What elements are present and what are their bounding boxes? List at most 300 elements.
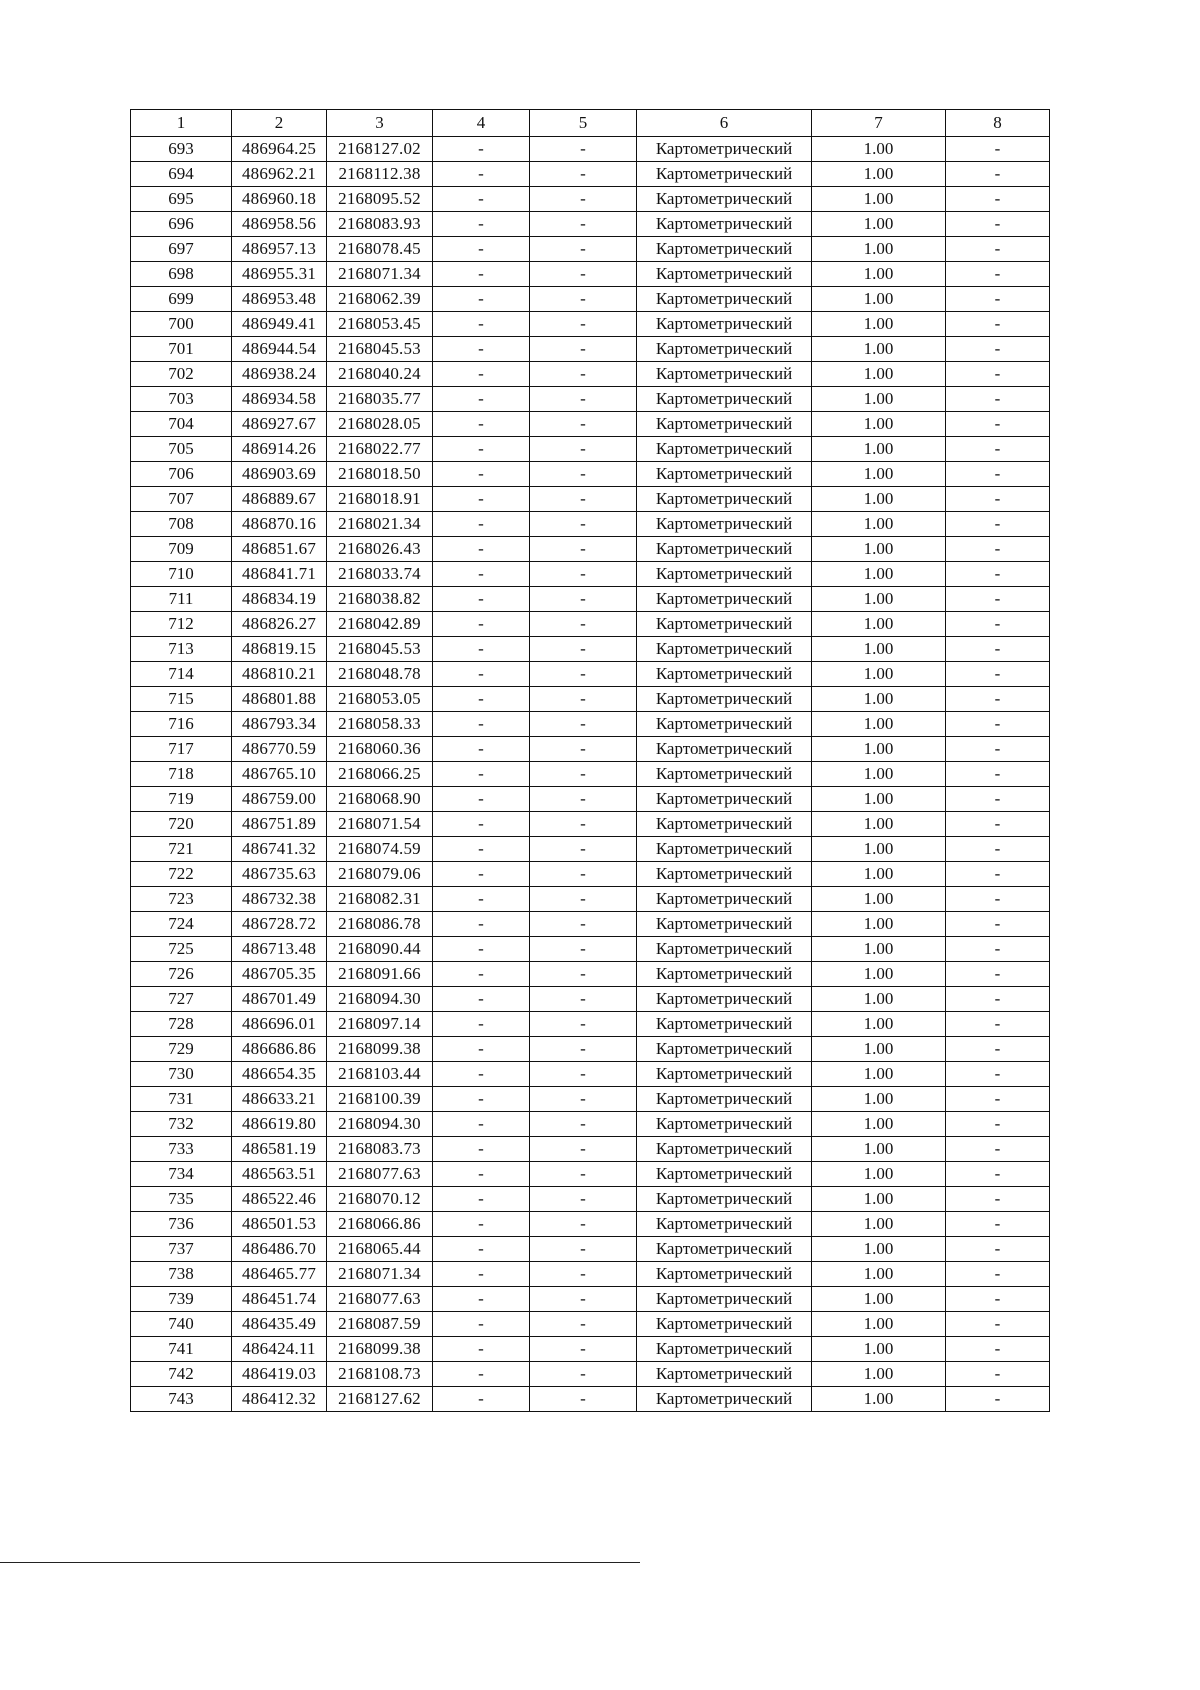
column-8-value-cell: - [946, 562, 1050, 587]
coordinate-x-cell: 486810.21 [232, 662, 327, 687]
table-body [131, 137, 1050, 1412]
coordinate-y-cell: 2168091.66 [327, 962, 433, 987]
column-5-value-cell: - [530, 1312, 637, 1337]
coordinate-x-cell: 486914.26 [232, 437, 327, 462]
column-header-4: 4 [433, 110, 530, 137]
column-5-value-cell: - [530, 987, 637, 1012]
column-5-value-cell: - [530, 1112, 637, 1137]
point-number-cell: 743 [131, 1387, 232, 1412]
column-4-value-cell: - [433, 1012, 530, 1037]
column-4-value-cell: - [433, 1212, 530, 1237]
column-5-value-cell: - [530, 462, 637, 487]
accuracy-cell: 1.00 [812, 837, 946, 862]
column-5-value-cell: - [530, 762, 637, 787]
method-cell: Картометрический [637, 212, 812, 237]
accuracy-cell: 1.00 [812, 737, 946, 762]
method-cell: Картометрический [637, 1087, 812, 1112]
accuracy-cell: 1.00 [812, 1162, 946, 1187]
column-header-8: 8 [946, 110, 1050, 137]
accuracy-cell: 1.00 [812, 787, 946, 812]
column-8-value-cell: - [946, 612, 1050, 637]
table-row [131, 887, 1050, 912]
point-number-cell: 701 [131, 337, 232, 362]
method-cell: Картометрический [637, 1012, 812, 1037]
accuracy-cell: 1.00 [812, 312, 946, 337]
coordinate-y-cell: 2168065.44 [327, 1237, 433, 1262]
method-cell: Картометрический [637, 1062, 812, 1087]
table-row [131, 1362, 1050, 1387]
column-8-value-cell: - [946, 162, 1050, 187]
column-5-value-cell: - [530, 787, 637, 812]
table-row [131, 262, 1050, 287]
column-4-value-cell: - [433, 237, 530, 262]
column-4-value-cell: - [433, 887, 530, 912]
column-5-value-cell: - [530, 262, 637, 287]
column-8-value-cell: - [946, 237, 1050, 262]
column-5-value-cell: - [530, 312, 637, 337]
coordinate-x-cell: 486705.35 [232, 962, 327, 987]
point-number-cell: 698 [131, 262, 232, 287]
column-header-5: 5 [530, 110, 637, 137]
coordinate-y-cell: 2168035.77 [327, 387, 433, 412]
coordinate-x-cell: 486581.19 [232, 1137, 327, 1162]
table-row [131, 662, 1050, 687]
column-8-value-cell: - [946, 337, 1050, 362]
point-number-cell: 700 [131, 312, 232, 337]
point-number-cell: 695 [131, 187, 232, 212]
coordinate-x-cell: 486759.00 [232, 787, 327, 812]
column-5-value-cell: - [530, 912, 637, 937]
column-8-value-cell: - [946, 287, 1050, 312]
coordinate-y-cell: 2168045.53 [327, 337, 433, 362]
method-cell: Картометрический [637, 1137, 812, 1162]
column-4-value-cell: - [433, 762, 530, 787]
point-number-cell: 719 [131, 787, 232, 812]
column-5-value-cell: - [530, 162, 637, 187]
column-8-value-cell: - [946, 412, 1050, 437]
coordinate-y-cell: 2168127.62 [327, 1387, 433, 1412]
accuracy-cell: 1.00 [812, 1087, 946, 1112]
method-cell: Картометрический [637, 787, 812, 812]
coordinate-x-cell: 486944.54 [232, 337, 327, 362]
method-cell: Картометрический [637, 1237, 812, 1262]
coordinate-x-cell: 486728.72 [232, 912, 327, 937]
column-5-value-cell: - [530, 612, 637, 637]
column-8-value-cell: - [946, 687, 1050, 712]
coordinate-x-cell: 486819.15 [232, 637, 327, 662]
method-cell: Картометрический [637, 812, 812, 837]
column-8-value-cell: - [946, 1112, 1050, 1137]
column-5-value-cell: - [530, 962, 637, 987]
column-4-value-cell: - [433, 212, 530, 237]
method-cell: Картометрический [637, 762, 812, 787]
accuracy-cell: 1.00 [812, 1062, 946, 1087]
column-5-value-cell: - [530, 287, 637, 312]
table-row [131, 937, 1050, 962]
column-4-value-cell: - [433, 137, 530, 162]
column-8-value-cell: - [946, 362, 1050, 387]
point-number-cell: 697 [131, 237, 232, 262]
coordinate-y-cell: 2168083.93 [327, 212, 433, 237]
coordinate-x-cell: 486934.58 [232, 387, 327, 412]
method-cell: Картометрический [637, 562, 812, 587]
column-4-value-cell: - [433, 312, 530, 337]
table-row [131, 162, 1050, 187]
accuracy-cell: 1.00 [812, 387, 946, 412]
point-number-cell: 714 [131, 662, 232, 687]
coordinate-y-cell: 2168071.34 [327, 1262, 433, 1287]
column-5-value-cell: - [530, 1087, 637, 1112]
method-cell: Картометрический [637, 237, 812, 262]
method-cell: Картометрический [637, 1212, 812, 1237]
column-5-value-cell: - [530, 562, 637, 587]
coordinate-x-cell: 486654.35 [232, 1062, 327, 1087]
coordinate-x-cell: 486962.21 [232, 162, 327, 187]
point-number-cell: 740 [131, 1312, 232, 1337]
accuracy-cell: 1.00 [812, 762, 946, 787]
column-4-value-cell: - [433, 1112, 530, 1137]
accuracy-cell: 1.00 [812, 962, 946, 987]
table-row [131, 1162, 1050, 1187]
coordinate-y-cell: 2168062.39 [327, 287, 433, 312]
coordinate-y-cell: 2168053.45 [327, 312, 433, 337]
point-number-cell: 722 [131, 862, 232, 887]
column-5-value-cell: - [530, 437, 637, 462]
column-4-value-cell: - [433, 1287, 530, 1312]
accuracy-cell: 1.00 [812, 212, 946, 237]
column-8-value-cell: - [946, 1062, 1050, 1087]
coordinate-x-cell: 486834.19 [232, 587, 327, 612]
accuracy-cell: 1.00 [812, 937, 946, 962]
table-row [131, 1337, 1050, 1362]
column-4-value-cell: - [433, 262, 530, 287]
point-number-cell: 707 [131, 487, 232, 512]
column-8-value-cell: - [946, 862, 1050, 887]
coordinate-y-cell: 2168071.34 [327, 262, 433, 287]
coordinate-x-cell: 486424.11 [232, 1337, 327, 1362]
column-4-value-cell: - [433, 1262, 530, 1287]
method-cell: Картометрический [637, 962, 812, 987]
table-row [131, 1187, 1050, 1212]
method-cell: Картометрический [637, 1112, 812, 1137]
accuracy-cell: 1.00 [812, 487, 946, 512]
column-5-value-cell: - [530, 362, 637, 387]
column-5-value-cell: - [530, 1012, 637, 1037]
point-number-cell: 730 [131, 1062, 232, 1087]
coordinate-y-cell: 2168028.05 [327, 412, 433, 437]
table-row [131, 812, 1050, 837]
column-8-value-cell: - [946, 1212, 1050, 1237]
column-5-value-cell: - [530, 1262, 637, 1287]
accuracy-cell: 1.00 [812, 612, 946, 637]
method-cell: Картометрический [637, 1337, 812, 1362]
column-4-value-cell: - [433, 712, 530, 737]
accuracy-cell: 1.00 [812, 812, 946, 837]
column-5-value-cell: - [530, 1137, 637, 1162]
coordinate-x-cell: 486619.80 [232, 1112, 327, 1137]
column-4-value-cell: - [433, 362, 530, 387]
point-number-cell: 706 [131, 462, 232, 487]
accuracy-cell: 1.00 [812, 512, 946, 537]
coordinate-x-cell: 486938.24 [232, 362, 327, 387]
footer-rule [0, 1562, 640, 1563]
table-row [131, 312, 1050, 337]
coordinate-y-cell: 2168077.63 [327, 1287, 433, 1312]
column-5-value-cell: - [530, 662, 637, 687]
column-8-value-cell: - [946, 537, 1050, 562]
table-row [131, 862, 1050, 887]
coordinate-y-cell: 2168058.33 [327, 712, 433, 737]
table-row [131, 512, 1050, 537]
coordinate-x-cell: 486826.27 [232, 612, 327, 637]
point-number-cell: 713 [131, 637, 232, 662]
coordinate-y-cell: 2168100.39 [327, 1087, 433, 1112]
method-cell: Картометрический [637, 1037, 812, 1062]
header-row [131, 110, 1050, 137]
accuracy-cell: 1.00 [812, 187, 946, 212]
accuracy-cell: 1.00 [812, 1337, 946, 1362]
column-8-value-cell: - [946, 1287, 1050, 1312]
column-8-value-cell: - [946, 637, 1050, 662]
column-5-value-cell: - [530, 812, 637, 837]
coordinate-x-cell: 486903.69 [232, 462, 327, 487]
table-row [131, 1112, 1050, 1137]
accuracy-cell: 1.00 [812, 1137, 946, 1162]
table-row [131, 1237, 1050, 1262]
coordinate-x-cell: 486522.46 [232, 1187, 327, 1212]
accuracy-cell: 1.00 [812, 912, 946, 937]
column-8-value-cell: - [946, 387, 1050, 412]
column-4-value-cell: - [433, 1337, 530, 1362]
column-4-value-cell: - [433, 1387, 530, 1412]
table-row [131, 962, 1050, 987]
column-8-value-cell: - [946, 1387, 1050, 1412]
column-4-value-cell: - [433, 562, 530, 587]
coordinate-x-cell: 486713.48 [232, 937, 327, 962]
column-5-value-cell: - [530, 1037, 637, 1062]
column-8-value-cell: - [946, 762, 1050, 787]
method-cell: Картометрический [637, 987, 812, 1012]
table-row [131, 487, 1050, 512]
table-row [131, 1012, 1050, 1037]
column-4-value-cell: - [433, 387, 530, 412]
column-5-value-cell: - [530, 412, 637, 437]
column-4-value-cell: - [433, 737, 530, 762]
coordinate-y-cell: 2168071.54 [327, 812, 433, 837]
coordinate-y-cell: 2168018.91 [327, 487, 433, 512]
table-row [131, 237, 1050, 262]
column-4-value-cell: - [433, 287, 530, 312]
point-number-cell: 709 [131, 537, 232, 562]
point-number-cell: 712 [131, 612, 232, 637]
coordinate-y-cell: 2168074.59 [327, 837, 433, 862]
table-row [131, 1062, 1050, 1087]
table-row [131, 437, 1050, 462]
accuracy-cell: 1.00 [812, 662, 946, 687]
method-cell: Картометрический [637, 862, 812, 887]
point-number-cell: 732 [131, 1112, 232, 1137]
column-5-value-cell: - [530, 587, 637, 612]
column-5-value-cell: - [530, 487, 637, 512]
column-8-value-cell: - [946, 1337, 1050, 1362]
column-5-value-cell: - [530, 337, 637, 362]
coordinate-x-cell: 486960.18 [232, 187, 327, 212]
method-cell: Картометрический [637, 287, 812, 312]
column-8-value-cell: - [946, 812, 1050, 837]
column-4-value-cell: - [433, 1137, 530, 1162]
table-row [131, 337, 1050, 362]
column-4-value-cell: - [433, 1037, 530, 1062]
column-5-value-cell: - [530, 512, 637, 537]
column-4-value-cell: - [433, 1237, 530, 1262]
table-row [131, 362, 1050, 387]
method-cell: Картометрический [637, 137, 812, 162]
column-4-value-cell: - [433, 1162, 530, 1187]
method-cell: Картометрический [637, 1287, 812, 1312]
coordinate-y-cell: 2168022.77 [327, 437, 433, 462]
column-4-value-cell: - [433, 812, 530, 837]
coordinate-x-cell: 486686.86 [232, 1037, 327, 1062]
coordinate-x-cell: 486955.31 [232, 262, 327, 287]
accuracy-cell: 1.00 [812, 162, 946, 187]
column-4-value-cell: - [433, 162, 530, 187]
column-8-value-cell: - [946, 487, 1050, 512]
accuracy-cell: 1.00 [812, 462, 946, 487]
column-5-value-cell: - [530, 687, 637, 712]
accuracy-cell: 1.00 [812, 887, 946, 912]
method-cell: Картометрический [637, 937, 812, 962]
coordinate-y-cell: 2168038.82 [327, 587, 433, 612]
accuracy-cell: 1.00 [812, 712, 946, 737]
column-5-value-cell: - [530, 1062, 637, 1087]
point-number-cell: 704 [131, 412, 232, 437]
table-header [131, 110, 1050, 137]
coordinates-table [130, 109, 1050, 1412]
method-cell: Картометрический [637, 262, 812, 287]
coordinate-x-cell: 486870.16 [232, 512, 327, 537]
point-number-cell: 693 [131, 137, 232, 162]
point-number-cell: 716 [131, 712, 232, 737]
column-8-value-cell: - [946, 887, 1050, 912]
coordinate-y-cell: 2168066.86 [327, 1212, 433, 1237]
column-8-value-cell: - [946, 1037, 1050, 1062]
accuracy-cell: 1.00 [812, 1237, 946, 1262]
table-row [131, 287, 1050, 312]
accuracy-cell: 1.00 [812, 287, 946, 312]
column-8-value-cell: - [946, 262, 1050, 287]
coordinate-x-cell: 486633.21 [232, 1087, 327, 1112]
column-4-value-cell: - [433, 1187, 530, 1212]
point-number-cell: 721 [131, 837, 232, 862]
point-number-cell: 741 [131, 1337, 232, 1362]
accuracy-cell: 1.00 [812, 137, 946, 162]
point-number-cell: 739 [131, 1287, 232, 1312]
coordinate-y-cell: 2168082.31 [327, 887, 433, 912]
accuracy-cell: 1.00 [812, 1362, 946, 1387]
accuracy-cell: 1.00 [812, 437, 946, 462]
method-cell: Картометрический [637, 412, 812, 437]
column-5-value-cell: - [530, 212, 637, 237]
column-5-value-cell: - [530, 837, 637, 862]
column-5-value-cell: - [530, 887, 637, 912]
column-4-value-cell: - [433, 612, 530, 637]
table-row [131, 387, 1050, 412]
point-number-cell: 720 [131, 812, 232, 837]
method-cell: Картометрический [637, 487, 812, 512]
table-row [131, 1137, 1050, 1162]
coordinate-y-cell: 2168087.59 [327, 1312, 433, 1337]
point-number-cell: 710 [131, 562, 232, 587]
coordinate-y-cell: 2168070.12 [327, 1187, 433, 1212]
accuracy-cell: 1.00 [812, 412, 946, 437]
coordinate-y-cell: 2168103.44 [327, 1062, 433, 1087]
coordinate-y-cell: 2168040.24 [327, 362, 433, 387]
column-4-value-cell: - [433, 912, 530, 937]
point-number-cell: 731 [131, 1087, 232, 1112]
column-8-value-cell: - [946, 587, 1050, 612]
column-8-value-cell: - [946, 987, 1050, 1012]
column-5-value-cell: - [530, 1212, 637, 1237]
table-row [131, 762, 1050, 787]
coordinate-x-cell: 486793.34 [232, 712, 327, 737]
table-row [131, 187, 1050, 212]
method-cell: Картометрический [637, 537, 812, 562]
table-row [131, 787, 1050, 812]
column-5-value-cell: - [530, 1387, 637, 1412]
column-header-6: 6 [637, 110, 812, 137]
method-cell: Картометрический [637, 187, 812, 212]
column-4-value-cell: - [433, 787, 530, 812]
coordinate-x-cell: 486751.89 [232, 812, 327, 837]
column-4-value-cell: - [433, 1362, 530, 1387]
coordinate-x-cell: 486435.49 [232, 1312, 327, 1337]
coordinate-x-cell: 486741.32 [232, 837, 327, 862]
column-4-value-cell: - [433, 512, 530, 537]
column-8-value-cell: - [946, 1162, 1050, 1187]
method-cell: Картометрический [637, 162, 812, 187]
coordinate-y-cell: 2168048.78 [327, 662, 433, 687]
point-number-cell: 717 [131, 737, 232, 762]
coordinate-y-cell: 2168079.06 [327, 862, 433, 887]
coordinate-y-cell: 2168026.43 [327, 537, 433, 562]
column-8-value-cell: - [946, 462, 1050, 487]
point-number-cell: 703 [131, 387, 232, 412]
accuracy-cell: 1.00 [812, 237, 946, 262]
accuracy-cell: 1.00 [812, 1262, 946, 1287]
point-number-cell: 705 [131, 437, 232, 462]
method-cell: Картометрический [637, 637, 812, 662]
column-8-value-cell: - [946, 662, 1050, 687]
point-number-cell: 726 [131, 962, 232, 987]
column-5-value-cell: - [530, 712, 637, 737]
column-5-value-cell: - [530, 187, 637, 212]
table-row [131, 1312, 1050, 1337]
column-4-value-cell: - [433, 637, 530, 662]
coordinate-x-cell: 486486.70 [232, 1237, 327, 1262]
column-4-value-cell: - [433, 587, 530, 612]
table-row [131, 137, 1050, 162]
coordinate-x-cell: 486957.13 [232, 237, 327, 262]
column-header-1: 1 [131, 110, 232, 137]
column-4-value-cell: - [433, 1087, 530, 1112]
column-8-value-cell: - [946, 1362, 1050, 1387]
coordinate-x-cell: 486851.67 [232, 537, 327, 562]
point-number-cell: 727 [131, 987, 232, 1012]
column-5-value-cell: - [530, 1237, 637, 1262]
point-number-cell: 715 [131, 687, 232, 712]
column-5-value-cell: - [530, 237, 637, 262]
column-5-value-cell: - [530, 387, 637, 412]
